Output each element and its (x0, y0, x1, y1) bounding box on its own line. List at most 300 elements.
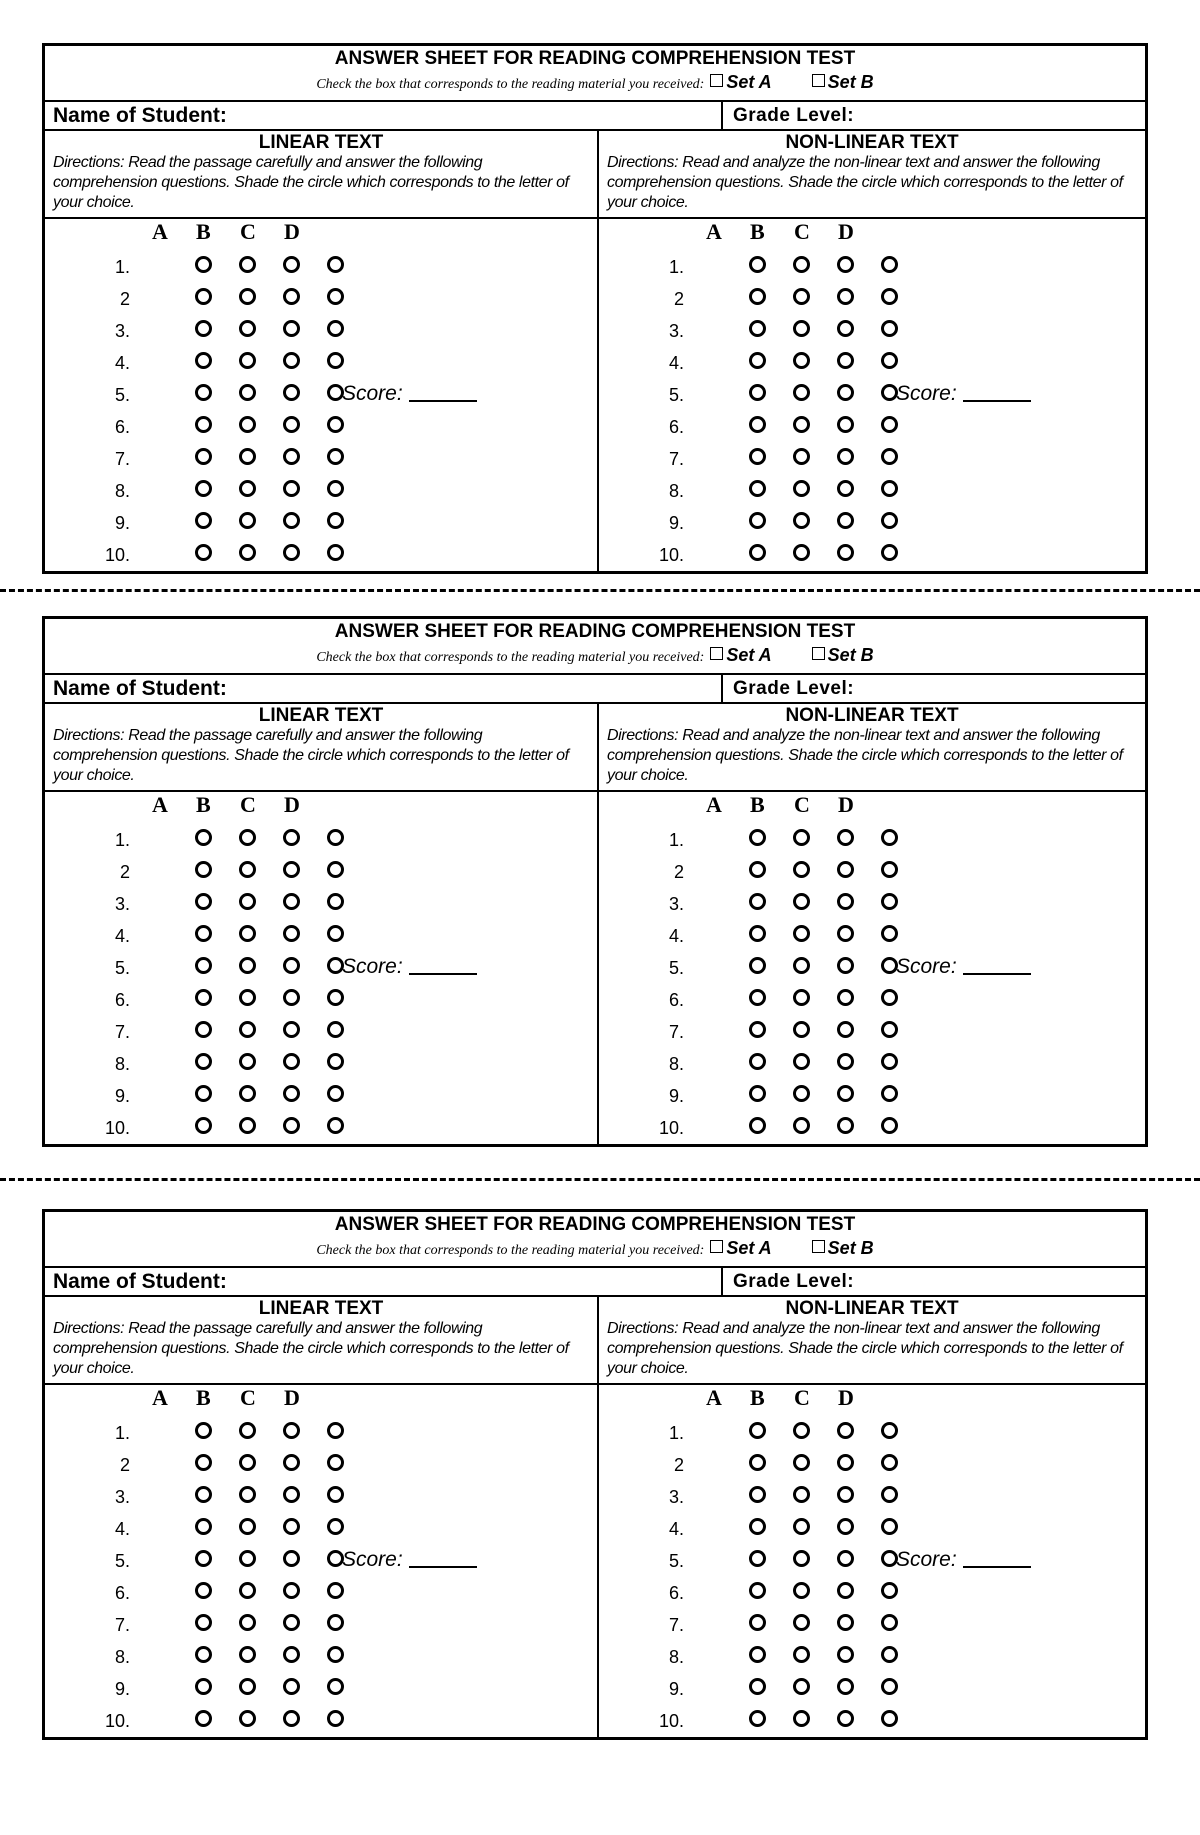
answer-bubble-a[interactable] (195, 925, 212, 942)
answer-bubble-b[interactable] (239, 829, 256, 846)
answer-bubble-a[interactable] (749, 256, 766, 273)
answer-bubble-d[interactable] (327, 861, 344, 878)
answer-bubble-b[interactable] (793, 1053, 810, 1070)
set-a-checkbox[interactable] (710, 647, 723, 660)
answer-bubble-a[interactable] (195, 1614, 212, 1631)
answer-bubble-c[interactable] (837, 1085, 854, 1102)
answer-bubble-d[interactable] (327, 893, 344, 910)
answer-bubble-b[interactable] (793, 320, 810, 337)
answer-bubble-d[interactable] (881, 1053, 898, 1070)
answer-bubble-d[interactable] (881, 1710, 898, 1727)
student-info-row (45, 1268, 1145, 1297)
grade-level-field: Grade Level: (733, 1271, 855, 1292)
answer-bubble-a[interactable] (195, 1582, 212, 1599)
question-number: 8. (114, 1647, 130, 1667)
answer-bubble-b[interactable] (793, 957, 810, 974)
answer-bubble-b[interactable] (793, 1550, 810, 1567)
answer-bubble-a[interactable] (749, 989, 766, 1006)
answer-bubble-c[interactable] (283, 1454, 300, 1471)
answer-bubble-c[interactable] (837, 829, 854, 846)
question-row (644, 1513, 1164, 1545)
answer-bubble-a[interactable] (749, 352, 766, 369)
answer-bubble-b[interactable] (239, 1678, 256, 1695)
answer-bubble-c[interactable] (283, 416, 300, 433)
answer-bubble-a[interactable] (195, 1678, 212, 1695)
answer-bubble-d[interactable] (327, 1117, 344, 1134)
set-b-checkbox[interactable] (812, 647, 825, 660)
question-row (90, 1673, 610, 1705)
answer-bubble-c[interactable] (283, 320, 300, 337)
answer-bubble-c[interactable] (837, 480, 854, 497)
set-b-checkbox[interactable] (812, 1240, 825, 1253)
answer-bubble-b[interactable] (793, 480, 810, 497)
answer-bubble-a[interactable] (195, 320, 212, 337)
answer-bubble-a[interactable] (195, 1550, 212, 1567)
answer-bubble-c[interactable] (837, 448, 854, 465)
answer-bubble-b[interactable] (239, 320, 256, 337)
answer-bubble-a[interactable] (195, 957, 212, 974)
score-blank[interactable] (409, 1566, 477, 1568)
answer-bubble-c[interactable] (283, 352, 300, 369)
answer-bubble-d[interactable] (327, 416, 344, 433)
answer-bubble-b[interactable] (239, 288, 256, 305)
answer-bubble-a[interactable] (749, 861, 766, 878)
question-number: 1. (114, 257, 130, 277)
answer-bubble-c[interactable] (283, 1117, 300, 1134)
answer-bubble-c[interactable] (283, 1646, 300, 1663)
answer-bubble-c[interactable] (283, 1678, 300, 1695)
question-number: 1. (668, 1423, 684, 1443)
question-number: 2 (119, 289, 130, 309)
answer-bubble-b[interactable] (793, 989, 810, 1006)
answer-bubble-c[interactable] (283, 256, 300, 273)
answer-bubble-c[interactable] (283, 1710, 300, 1727)
answer-bubble-a[interactable] (749, 288, 766, 305)
answer-bubble-b[interactable] (239, 384, 256, 401)
answer-bubble-b[interactable] (239, 925, 256, 942)
answer-bubble-d[interactable] (327, 352, 344, 369)
sheet-title: ANSWER SHEET FOR READING COMPREHENSION TEST (334, 1214, 856, 1235)
question-number: 6. (114, 1583, 130, 1603)
answer-bubble-c[interactable] (837, 288, 854, 305)
answer-bubble-c[interactable] (283, 512, 300, 529)
choice-letter: D (838, 219, 854, 244)
answer-bubble-c[interactable] (283, 1582, 300, 1599)
student-name-field: Name of Student: (45, 1268, 723, 1295)
answer-bubble-a[interactable] (749, 1646, 766, 1663)
set-b-option[interactable] (812, 1238, 874, 1259)
set-a-checkbox[interactable] (710, 1240, 723, 1253)
answer-bubble-a[interactable] (749, 1085, 766, 1102)
cut-line (0, 1178, 1200, 1181)
answer-bubble-b[interactable] (239, 256, 256, 273)
answer-bubble-d[interactable] (881, 352, 898, 369)
answer-bubble-a[interactable] (749, 925, 766, 942)
answer-bubble-a[interactable] (749, 480, 766, 497)
answer-bubble-d[interactable] (881, 1646, 898, 1663)
answer-bubble-b[interactable] (239, 1486, 256, 1503)
answer-bubble-b[interactable] (793, 1614, 810, 1631)
answer-bubble-b[interactable] (793, 829, 810, 846)
answer-bubble-a[interactable] (195, 1053, 212, 1070)
answer-bubble-d[interactable] (327, 448, 344, 465)
answer-bubble-b[interactable] (793, 448, 810, 465)
question-row (644, 984, 1164, 1016)
linear-heading: LINEAR TEXT (258, 132, 384, 153)
answer-bubble-a[interactable] (195, 544, 212, 561)
answer-bubble-d[interactable] (881, 1454, 898, 1471)
question-number: 4. (114, 1519, 130, 1539)
answer-bubble-a[interactable] (749, 320, 766, 337)
answer-bubble-a[interactable] (749, 544, 766, 561)
answer-bubble-d[interactable] (881, 544, 898, 561)
answer-bubble-a[interactable] (749, 1710, 766, 1727)
set-a-label: Set A (726, 1238, 772, 1258)
answer-bubble-c[interactable] (283, 1614, 300, 1631)
answer-bubble-a[interactable] (195, 1518, 212, 1535)
set-a-option[interactable] (710, 72, 771, 93)
answer-bubble-c[interactable] (837, 1021, 854, 1038)
answer-bubble-a[interactable] (195, 1710, 212, 1727)
score-blank[interactable] (409, 973, 477, 975)
answer-bubble-b[interactable] (239, 861, 256, 878)
answer-bubble-d[interactable] (327, 1486, 344, 1503)
answer-bubble-c[interactable] (837, 320, 854, 337)
answer-bubble-d[interactable] (881, 320, 898, 337)
answer-bubble-d[interactable] (327, 256, 344, 273)
answer-bubble-d[interactable] (881, 288, 898, 305)
answer-bubble-b[interactable] (793, 1486, 810, 1503)
answer-bubble-d[interactable] (327, 1518, 344, 1535)
question-row (644, 1641, 1164, 1673)
answer-bubble-c[interactable] (283, 448, 300, 465)
answer-bubble-c[interactable] (837, 989, 854, 1006)
answer-bubble-a[interactable] (195, 1117, 212, 1134)
answer-bubble-b[interactable] (793, 925, 810, 942)
nonlinear-heading: NON-LINEAR TEXT (785, 1298, 959, 1319)
answer-bubble-b[interactable] (793, 1582, 810, 1599)
answer-bubble-c[interactable] (837, 256, 854, 273)
answer-bubble-b[interactable] (793, 1646, 810, 1663)
answer-bubble-a[interactable] (195, 829, 212, 846)
answer-bubble-d[interactable] (327, 320, 344, 337)
answer-bubble-d[interactable] (327, 1422, 344, 1439)
answer-bubble-a[interactable] (195, 1646, 212, 1663)
answer-bubble-b[interactable] (793, 1678, 810, 1695)
answer-bubble-b[interactable] (239, 893, 256, 910)
answer-bubble-d[interactable] (881, 1678, 898, 1695)
answer-bubble-a[interactable] (749, 512, 766, 529)
answer-bubble-b[interactable] (239, 352, 256, 369)
question-number: 8. (668, 1647, 684, 1667)
answer-bubble-a[interactable] (749, 1117, 766, 1134)
answer-bubble-b[interactable] (793, 1454, 810, 1471)
answer-bubble-a[interactable] (195, 1486, 212, 1503)
answer-bubble-c[interactable] (837, 1614, 854, 1631)
answer-bubble-b[interactable] (793, 1710, 810, 1727)
answer-bubble-b[interactable] (239, 1053, 256, 1070)
set-a-checkbox[interactable] (710, 74, 723, 87)
answer-bubble-b[interactable] (793, 861, 810, 878)
answer-bubble-a[interactable] (749, 416, 766, 433)
answer-bubble-a[interactable] (749, 829, 766, 846)
answer-bubble-c[interactable] (283, 480, 300, 497)
set-a-option[interactable] (710, 1238, 771, 1259)
score-blank[interactable] (963, 400, 1031, 402)
set-b-label: Set B (827, 1238, 874, 1258)
answer-bubble-c[interactable] (837, 1422, 854, 1439)
answer-bubble-c[interactable] (837, 544, 854, 561)
answer-bubble-d[interactable] (881, 480, 898, 497)
answer-bubble-b[interactable] (239, 1710, 256, 1727)
answer-bubble-a[interactable] (195, 893, 212, 910)
answer-bubble-b[interactable] (793, 256, 810, 273)
answer-bubble-a[interactable] (195, 480, 212, 497)
answer-bubble-c[interactable] (837, 384, 854, 401)
score-field (342, 1548, 477, 1572)
answer-bubble-d[interactable] (327, 1710, 344, 1727)
set-b-option[interactable] (812, 72, 874, 93)
answer-bubble-a[interactable] (195, 352, 212, 369)
answer-bubble-b[interactable] (239, 416, 256, 433)
question-number: 5. (114, 958, 130, 978)
answer-bubble-a[interactable] (749, 1678, 766, 1695)
answer-bubble-d[interactable] (327, 480, 344, 497)
choice-letter: A (152, 219, 168, 244)
answer-bubble-c[interactable] (283, 957, 300, 974)
answer-bubble-d[interactable] (881, 448, 898, 465)
answer-bubble-d[interactable] (327, 1646, 344, 1663)
answer-bubble-d[interactable] (881, 1486, 898, 1503)
answer-bubble-a[interactable] (195, 448, 212, 465)
answer-bubble-a[interactable] (749, 1486, 766, 1503)
answer-bubble-a[interactable] (749, 1053, 766, 1070)
answer-bubble-c[interactable] (283, 1486, 300, 1503)
answer-bubble-b[interactable] (239, 1550, 256, 1567)
answer-bubble-d[interactable] (327, 1614, 344, 1631)
answer-bubble-b[interactable] (793, 1422, 810, 1439)
answer-bubble-c[interactable] (283, 384, 300, 401)
answer-bubble-b[interactable] (793, 416, 810, 433)
question-number: 10. (104, 1711, 130, 1731)
choice-letters (706, 1385, 882, 1411)
answer-bubble-a[interactable] (195, 861, 212, 878)
answer-bubble-c[interactable] (837, 1678, 854, 1695)
answer-bubble-a[interactable] (195, 288, 212, 305)
question-number: 6. (114, 990, 130, 1010)
answer-bubble-d[interactable] (881, 1582, 898, 1599)
answer-bubble-d[interactable] (881, 861, 898, 878)
answer-bubble-b[interactable] (793, 288, 810, 305)
answer-bubble-a[interactable] (749, 1021, 766, 1038)
answer-bubble-b[interactable] (239, 544, 256, 561)
answer-bubble-c[interactable] (837, 957, 854, 974)
score-blank[interactable] (963, 1566, 1031, 1568)
answer-bubble-a[interactable] (749, 1422, 766, 1439)
answer-bubble-b[interactable] (239, 512, 256, 529)
answer-bubble-d[interactable] (881, 893, 898, 910)
answer-bubble-c[interactable] (837, 1486, 854, 1503)
answer-bubble-a[interactable] (195, 1454, 212, 1471)
answer-bubble-d[interactable] (881, 1614, 898, 1631)
answer-bubble-c[interactable] (837, 1550, 854, 1567)
linear-section (45, 131, 599, 217)
choice-letter: B (750, 1385, 765, 1410)
answer-bubble-a[interactable] (749, 1550, 766, 1567)
answer-bubble-b[interactable] (239, 1422, 256, 1439)
score-blank[interactable] (963, 973, 1031, 975)
answer-bubble-b[interactable] (239, 957, 256, 974)
answer-bubble-d[interactable] (327, 512, 344, 529)
question-number: 8. (114, 1054, 130, 1074)
answer-bubble-c[interactable] (283, 925, 300, 942)
answer-bubble-d[interactable] (327, 829, 344, 846)
answer-bubble-d[interactable] (881, 1117, 898, 1134)
answer-bubble-a[interactable] (195, 989, 212, 1006)
answer-bubble-b[interactable] (239, 480, 256, 497)
question-row (90, 1577, 610, 1609)
answer-bubble-b[interactable] (793, 512, 810, 529)
answer-bubble-c[interactable] (283, 989, 300, 1006)
answer-bubble-c[interactable] (837, 861, 854, 878)
question-row (90, 507, 610, 539)
answer-bubble-b[interactable] (239, 1646, 256, 1663)
answer-bubble-a[interactable] (749, 957, 766, 974)
set-b-label: Set B (827, 72, 874, 92)
answer-bubble-d[interactable] (881, 416, 898, 433)
answer-bubble-d[interactable] (881, 1422, 898, 1439)
answer-bubble-c[interactable] (837, 1582, 854, 1599)
set-b-label: Set B (827, 645, 874, 665)
answer-bubble-a[interactable] (195, 256, 212, 273)
answer-bubble-c[interactable] (283, 1021, 300, 1038)
answer-bubble-c[interactable] (283, 1053, 300, 1070)
answer-bubble-d[interactable] (881, 829, 898, 846)
question-row (90, 539, 610, 571)
answer-bubble-d[interactable] (881, 1021, 898, 1038)
answer-bubble-b[interactable] (239, 989, 256, 1006)
answer-bubble-c[interactable] (283, 1422, 300, 1439)
answer-bubble-c[interactable] (837, 893, 854, 910)
question-row (644, 283, 1164, 315)
answer-bubble-c[interactable] (283, 829, 300, 846)
choice-letter: B (750, 219, 765, 244)
answer-bubble-a[interactable] (195, 1085, 212, 1102)
answer-bubble-b[interactable] (793, 384, 810, 401)
answer-bubble-b[interactable] (239, 1518, 256, 1535)
answer-bubble-d[interactable] (881, 1518, 898, 1535)
answer-bubble-c[interactable] (283, 861, 300, 878)
answer-bubble-c[interactable] (283, 1085, 300, 1102)
answer-bubble-d[interactable] (327, 288, 344, 305)
sheet-title: ANSWER SHEET FOR READING COMPREHENSION TEST (334, 621, 856, 642)
answer-bubble-a[interactable] (749, 384, 766, 401)
answer-bubble-a[interactable] (749, 1582, 766, 1599)
question-row (644, 856, 1164, 888)
answer-bubble-d[interactable] (327, 1678, 344, 1695)
answer-bubble-d[interactable] (327, 544, 344, 561)
answer-bubble-b[interactable] (239, 1117, 256, 1134)
answer-bubble-c[interactable] (837, 1518, 854, 1535)
answer-bubble-a[interactable] (195, 416, 212, 433)
question-row (644, 1016, 1164, 1048)
score-blank[interactable] (409, 400, 477, 402)
answer-bubble-c[interactable] (837, 1117, 854, 1134)
answer-bubble-d[interactable] (327, 1021, 344, 1038)
linear-section (45, 1297, 599, 1383)
answer-bubble-c[interactable] (837, 1053, 854, 1070)
question-row (644, 475, 1164, 507)
answer-bubble-a[interactable] (749, 1614, 766, 1631)
set-check-row (45, 72, 1145, 102)
answer-bubble-c[interactable] (837, 1454, 854, 1471)
answer-bubble-c[interactable] (837, 512, 854, 529)
answer-bubble-b[interactable] (239, 1454, 256, 1471)
answer-bubble-c[interactable] (837, 416, 854, 433)
answer-bubble-d[interactable] (881, 925, 898, 942)
answer-bubble-b[interactable] (239, 1085, 256, 1102)
set-b-checkbox[interactable] (812, 74, 825, 87)
answer-bubble-a[interactable] (749, 1454, 766, 1471)
nonlinear-directions: Directions: Read and analyze the non-linear text and answer the following comprehension questions. Shade the circle which corresponds to the letter of your choice. (607, 154, 1123, 211)
answer-bubble-c[interactable] (283, 288, 300, 305)
answer-bubble-b[interactable] (239, 1021, 256, 1038)
answer-bubble-c[interactable] (283, 893, 300, 910)
answer-bubble-b[interactable] (793, 1085, 810, 1102)
set-a-option[interactable] (710, 645, 771, 666)
answer-bubble-a[interactable] (195, 512, 212, 529)
answer-bubble-c[interactable] (837, 925, 854, 942)
answer-bubble-a[interactable] (195, 1021, 212, 1038)
answer-bubble-a[interactable] (749, 893, 766, 910)
answer-bubble-b[interactable] (793, 1117, 810, 1134)
answer-bubble-d[interactable] (327, 1053, 344, 1070)
answer-bubble-c[interactable] (283, 544, 300, 561)
answer-bubble-d[interactable] (327, 1454, 344, 1471)
answer-bubble-d[interactable] (881, 256, 898, 273)
answer-bubble-a[interactable] (749, 1518, 766, 1535)
answer-bubble-a[interactable] (195, 1422, 212, 1439)
answer-bubble-c[interactable] (837, 1710, 854, 1727)
answer-bubble-b[interactable] (793, 1518, 810, 1535)
answer-bubble-b[interactable] (793, 544, 810, 561)
set-b-option[interactable] (812, 645, 874, 666)
answer-bubble-d[interactable] (881, 1085, 898, 1102)
answer-bubble-d[interactable] (327, 1582, 344, 1599)
grade-level-field: Grade Level: (733, 678, 855, 699)
answer-bubble-c[interactable] (837, 1646, 854, 1663)
question-row (90, 1449, 610, 1481)
answer-bubble-b[interactable] (793, 1021, 810, 1038)
answer-bubble-b[interactable] (793, 893, 810, 910)
directions-row (45, 1297, 1145, 1385)
answer-bubble-d[interactable] (327, 925, 344, 942)
answer-bubble-c[interactable] (283, 1550, 300, 1567)
answer-bubble-b[interactable] (793, 352, 810, 369)
answer-bubble-d[interactable] (327, 1085, 344, 1102)
answer-bubble-b[interactable] (239, 448, 256, 465)
answer-bubble-d[interactable] (881, 989, 898, 1006)
answer-bubble-b[interactable] (239, 1614, 256, 1631)
answer-bubble-a[interactable] (195, 384, 212, 401)
answer-bubble-c[interactable] (837, 352, 854, 369)
answer-bubble-c[interactable] (283, 1518, 300, 1535)
answer-bubble-d[interactable] (327, 989, 344, 1006)
answer-bubble-b[interactable] (239, 1582, 256, 1599)
answer-bubble-d[interactable] (881, 512, 898, 529)
answer-bubble-a[interactable] (749, 448, 766, 465)
question-number: 3. (114, 1487, 130, 1507)
